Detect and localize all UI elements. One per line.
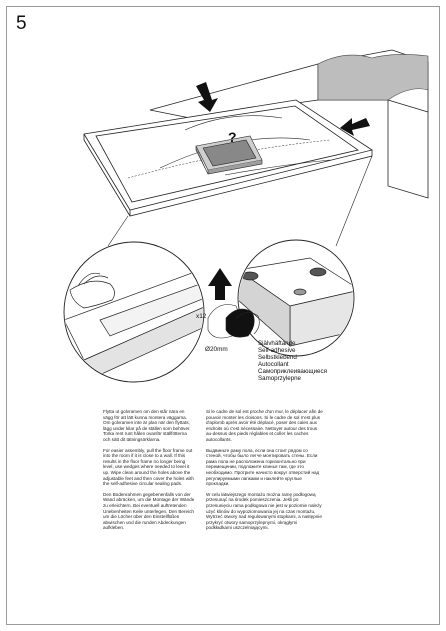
instruction-en: For easier assembly, pull the floor frame out into the room if it is close to a wall. If this results in the floor frame no longer being level, use wedges where needed to level it up. Wipe clean around the holes above the adjustable feet and then cover the holes with the self-adhesive circular sealing pads. (103, 447, 194, 487)
instruction-de: Den Bodenrahmen gegebenenfalls von der Wand abrücken, um die Montage der Wände zu erleichtern. Bei eventuell auftretenden Unebenheiten Keile unterlegen. Den Bereich um die Löcher über den Einstellfüßen abwischen und die runden Abdeckungen aufkleben. (103, 491, 195, 531)
pad-diameter: Ø20mm (205, 346, 228, 353)
adhesive-label-en: Self-adhesive (258, 347, 296, 354)
step-number: 5 (16, 13, 27, 34)
detail-circle-right (238, 240, 360, 356)
question-mark: ? (228, 129, 237, 145)
instruction-pl: W celu łatwiejszego montażu można ramę podłogową przesunąć na środek pomieszczenia. Jeśli po przesunięciu rama podłogowa nie jest w poziomie należy użyć klinów do wypoziomowania jej na czas montażu. Wytrzeć otwory nad regulowanymi stopkami, a następnie przykryć otwory samoprzylepnymi, okrągłymi podkładkami uszczelniającymi. (206, 491, 322, 531)
adhesive-label-de: Selbstklebend (258, 354, 297, 361)
instruction-sv: Flytta ut golvramen om den står nära en vägg för att lätt kunna montera väggarna. Om golvramen inte är plan när den flyttats, lägg under kilar på de ställen som behöver. Torka rent runt hålen ovanför ställfötterna och sätt dit tätningsörklarna. (103, 409, 191, 442)
adhesive-label-ru: Самоприклеивающиеся (258, 368, 327, 375)
up-arrow (208, 268, 232, 300)
adhesive-label-fr: Autocollant (258, 361, 289, 368)
callout-line-right (336, 156, 372, 246)
adhesive-labels (258, 340, 327, 382)
pad-count: x12 (196, 313, 207, 320)
instruction-ru: Выдвиньте раму пола, если она стоит рядом со стеной, чтобы было легче монтировать стены. Если рама пола не расположена горизонтально при перемещении, подложите клинья там, где это необходимо. Протрите начисто вокруг отверстий над регулируемыми лапками и наклейте круглые прокладки. (206, 447, 320, 487)
detail-circle-left (64, 242, 220, 382)
instructions-left-column (103, 409, 195, 536)
adhesive-label-pl: Samoprzylepne (258, 375, 301, 382)
instruction-fr: Si le cadre de sol est proche d'un mur, le déplacer afin de pouvoir monter les cloisons. Si le cadre de sol n'est plus d'aplomb après avoir été déplacé, poser des cales aux endroits où c'est nécessaire. Nettoyer autour des trous au-dessus des pieds réglables et coller les caches autocollants. (206, 409, 323, 442)
callout-line-left (108, 216, 128, 246)
adhesive-label-sv: Självhäftande (258, 340, 296, 347)
instructions-right-column (206, 409, 324, 536)
